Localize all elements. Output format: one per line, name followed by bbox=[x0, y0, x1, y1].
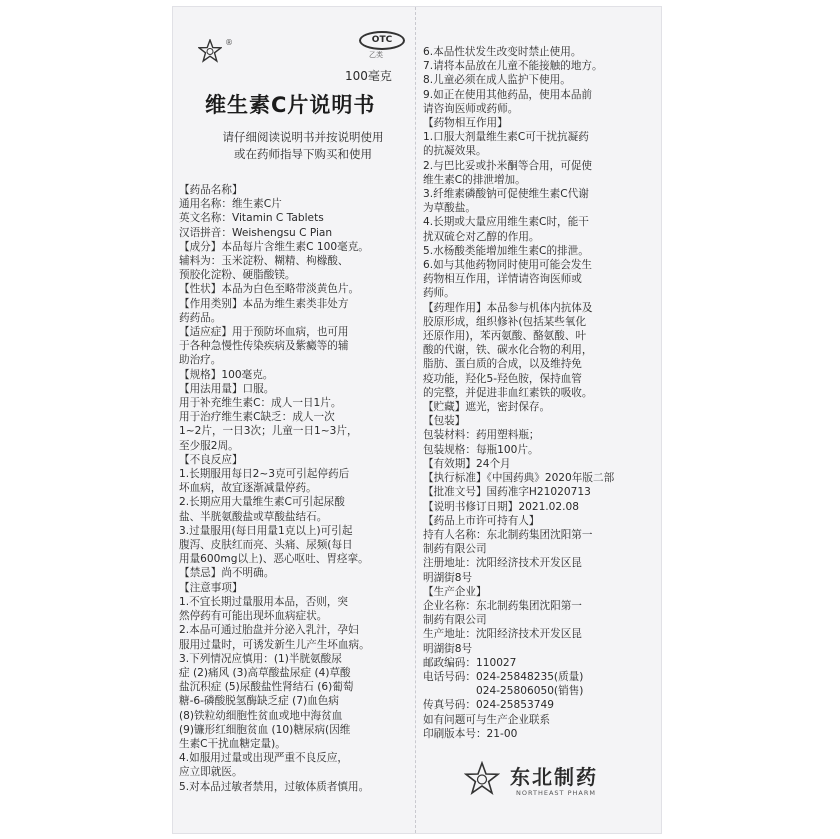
subtitle-line: 或在药师指导下购买和使用 bbox=[234, 147, 372, 161]
text-line: 6.本品性状发生改变时禁止使用。 bbox=[423, 46, 582, 58]
logo-english-name: NORTHEAST PHARM bbox=[516, 789, 596, 797]
text-line: 【说明书修订日期】2021.02.08 bbox=[423, 500, 579, 513]
text-line: 3.下列情况应慎用：(1)半胱氨酸尿 bbox=[179, 652, 342, 665]
text-line: 助治疗。 bbox=[179, 354, 222, 367]
text-line: (8)铁粒幼细胞性贫血或地中海贫血 bbox=[179, 709, 343, 722]
text-line: 药物相互作用，详情请咨询医师或 bbox=[423, 273, 582, 286]
text-line: (9)镰形红细胞贫血 (10)糖尿病(因维 bbox=[179, 723, 351, 736]
text-line: 明湖街8号 bbox=[423, 571, 473, 584]
company-logo bbox=[464, 759, 634, 807]
text-line: 【执行标准】《中国药典》2020年版二部 bbox=[423, 472, 615, 485]
text-line: 【药品名称】 bbox=[179, 184, 243, 196]
text-line: 9.如正在使用其他药品，使用本品前 bbox=[423, 88, 593, 101]
otc-badge: OTC bbox=[359, 31, 405, 50]
right-text-block bbox=[423, 45, 659, 741]
text-line: 服用过量时，可诱发新生儿产生坏血病。 bbox=[179, 638, 370, 651]
text-line: 3.纤维素磷酸钠可促使维生素C代谢 bbox=[423, 188, 589, 201]
text-line: 如有问题可与生产企业联系 bbox=[423, 713, 551, 726]
text-line: 2.长期应用大量维生素C可引起尿酸 bbox=[179, 496, 345, 509]
text-line: 请咨询医师或药师。 bbox=[423, 102, 519, 115]
text-line: 【成分】本品每片含维生素C 100毫克。 bbox=[179, 240, 369, 253]
text-line: 【贮藏】遮光，密封保存。 bbox=[423, 401, 551, 414]
spec-label: 100毫克 bbox=[345, 69, 392, 83]
text-line: 企业名称：东北制药集团沈阳第一 bbox=[423, 599, 582, 612]
text-line: 【作用类别】本品为维生素类非处方 bbox=[179, 297, 349, 310]
text-line: 用于补充维生素C：成人一日1片。 bbox=[179, 397, 342, 410]
text-line: 【适应症】用于预防坏血病，也可用 bbox=[179, 326, 349, 339]
text-line: 应立即就医。 bbox=[179, 766, 243, 779]
text-line: 疫功能，羟化5-羟色胺，保持血管 bbox=[423, 372, 582, 385]
text-line: 024-25806050(销售) bbox=[423, 685, 584, 698]
text-line: 持有人名称：东北制药集团沈阳第一 bbox=[423, 528, 593, 541]
text-line: 3.过量服用(每日用量1克以上)可引起 bbox=[179, 524, 353, 537]
text-line: 【性状】本品为白色至略带淡黄色片。 bbox=[179, 283, 360, 296]
text-line: 【药理作用】本品参与机体内抗体及 bbox=[423, 301, 593, 314]
text-line: 药药品。 bbox=[179, 311, 222, 324]
registered-mark: ® bbox=[225, 38, 233, 47]
text-line: 【不良反应】 bbox=[179, 453, 243, 466]
left-text-block bbox=[179, 183, 413, 794]
text-line: 5.对本品过敏者禁用，过敏体质者慎用。 bbox=[179, 780, 370, 793]
text-line: 英文名称：Vitamin C Tablets bbox=[179, 212, 324, 225]
text-line: 【药物相互作用】 bbox=[423, 117, 508, 130]
text-line: 的抗凝效果。 bbox=[423, 145, 487, 158]
text-line: 酸的代谢，铁、碳水化合物的利用， bbox=[423, 344, 593, 357]
text-line: 电话号码：024-25848235(质量) bbox=[423, 670, 584, 683]
text-line: 4.如服用过量或出现严重不良反应， bbox=[179, 752, 349, 765]
text-line: 腹泻、皮肤红而亮、头痛、尿频(每日 bbox=[179, 539, 353, 552]
text-line: 明湖街8号 bbox=[423, 642, 473, 655]
text-line: 【批准文号】国药准字H21020713 bbox=[423, 486, 591, 499]
text-line: 盐、半胱氨酸盐或草酸盐结石。 bbox=[179, 510, 328, 523]
text-line: 1.口服大剂量维生素C可干扰抗凝药 bbox=[423, 131, 589, 144]
text-line: 糖-6-磷酸脱氢酶缺乏症 (7)血色病 bbox=[179, 695, 339, 708]
text-line: 2.与巴比妥或扑米酮等合用，可促使 bbox=[423, 159, 593, 172]
text-line: 通用名称：维生素C片 bbox=[179, 198, 282, 211]
text-line: 注册地址：沈阳经济技术开发区昆 bbox=[423, 557, 582, 570]
otc-class-label: 乙类 bbox=[369, 51, 383, 59]
company-star-logo-icon bbox=[198, 39, 222, 63]
text-line: 然停药有可能出现坏血病症状。 bbox=[179, 610, 328, 623]
text-line: 预胶化淀粉、硬脂酸镁。 bbox=[179, 269, 296, 282]
northeast-star-logo-icon bbox=[464, 761, 500, 797]
text-line: 【禁忌】尚不明确。 bbox=[179, 567, 275, 580]
right-column bbox=[416, 7, 661, 833]
text-line: 【药品上市许可持有人】 bbox=[423, 514, 540, 527]
text-line: 4.长期或大量应用维生素C时，能干 bbox=[423, 216, 589, 229]
text-line: 1~2片，一日3次；儿童一日1~3片， bbox=[179, 425, 358, 438]
text-line: 于各种急慢性传染疾病及紫癜等的辅 bbox=[179, 340, 349, 353]
text-line: 胶原形成，组织修补(包括某些氧化 bbox=[423, 315, 587, 328]
text-line: 包装材料：药用塑料瓶； bbox=[423, 429, 540, 442]
text-line: 用于治疗维生素C缺乏：成人一次 bbox=[179, 411, 335, 424]
text-line: 脂肪、蛋白质的合成，以及维持免 bbox=[423, 358, 582, 371]
text-line: 【生产企业】 bbox=[423, 585, 487, 598]
text-line: 至少服2周。 bbox=[179, 439, 239, 452]
text-line: 【有效期】24个月 bbox=[423, 457, 511, 470]
text-line: 生素C干扰血糖定量)。 bbox=[179, 737, 286, 750]
text-line: 坏血病，故宜逐渐减量停药。 bbox=[179, 482, 317, 495]
text-line: 8.儿童必须在成人监护下使用。 bbox=[423, 74, 571, 87]
text-line: 辅料为：玉米淀粉、糊精、枸橼酸、 bbox=[179, 255, 349, 268]
text-line: 制药有限公司 bbox=[423, 543, 487, 556]
text-line: 【规格】100毫克。 bbox=[179, 368, 274, 381]
instruction-leaflet bbox=[172, 6, 662, 834]
text-line: 用量600mg以上)、恶心呕吐、胃痉挛。 bbox=[179, 553, 369, 566]
text-line: 维生素C的排泄增加。 bbox=[423, 173, 526, 186]
text-line: 【注意事项】 bbox=[179, 581, 243, 594]
text-line: 症 (2)痛风 (3)高草酸盐尿症 (4)草酸 bbox=[179, 666, 351, 679]
text-line: 5.水杨酸类能增加维生素C的排泄。 bbox=[423, 244, 589, 257]
document-title: 维生素C片说明书 bbox=[205, 93, 376, 117]
text-line: 【用法用量】口服。 bbox=[179, 382, 275, 395]
left-column bbox=[173, 7, 416, 833]
text-line: 药师。 bbox=[423, 287, 455, 300]
text-line: 为草酸盐。 bbox=[423, 202, 476, 215]
text-line: 的完整，并促进非血红素铁的吸收。 bbox=[423, 386, 593, 399]
text-line: 6.如与其他药物同时使用可能会发生 bbox=[423, 259, 593, 272]
text-line: 制药有限公司 bbox=[423, 614, 487, 627]
text-line: 印刷版本号：21-00 bbox=[423, 727, 518, 740]
text-line: 1.不宜长期过量服用本品，否则，突 bbox=[179, 595, 349, 608]
text-line: 7.请将本品放在儿童不能接触的地方。 bbox=[423, 60, 603, 73]
text-line: 传真号码：024-25853749 bbox=[423, 699, 554, 712]
subtitle bbox=[203, 129, 403, 163]
text-line: 还原作用)，苯丙氨酸、酪氨酸、叶 bbox=[423, 330, 587, 343]
text-line: 邮政编码：110027 bbox=[423, 656, 517, 669]
text-line: 生产地址：沈阳经济技术开发区昆 bbox=[423, 628, 582, 641]
subtitle-line: 请仔细阅读说明书并按说明使用 bbox=[222, 130, 384, 144]
text-line: 包装规格：每瓶100片。 bbox=[423, 443, 539, 456]
text-line: 盐沉积症 (5)尿酸盐性肾结石 (6)葡萄 bbox=[179, 681, 354, 694]
text-line: 扰双硫仑对乙醇的作用。 bbox=[423, 230, 540, 243]
text-line: 2.本品可通过胎盘并分泌入乳汁，孕妇 bbox=[179, 624, 359, 637]
logo-chinese-name: 东北制药 bbox=[510, 765, 598, 789]
text-line: 【包装】 bbox=[423, 415, 466, 428]
text-line: 1.长期服用每日2~3克可引起停药后 bbox=[179, 468, 350, 481]
text-line: 汉语拼音：Weishengsu C Pian bbox=[179, 226, 333, 239]
